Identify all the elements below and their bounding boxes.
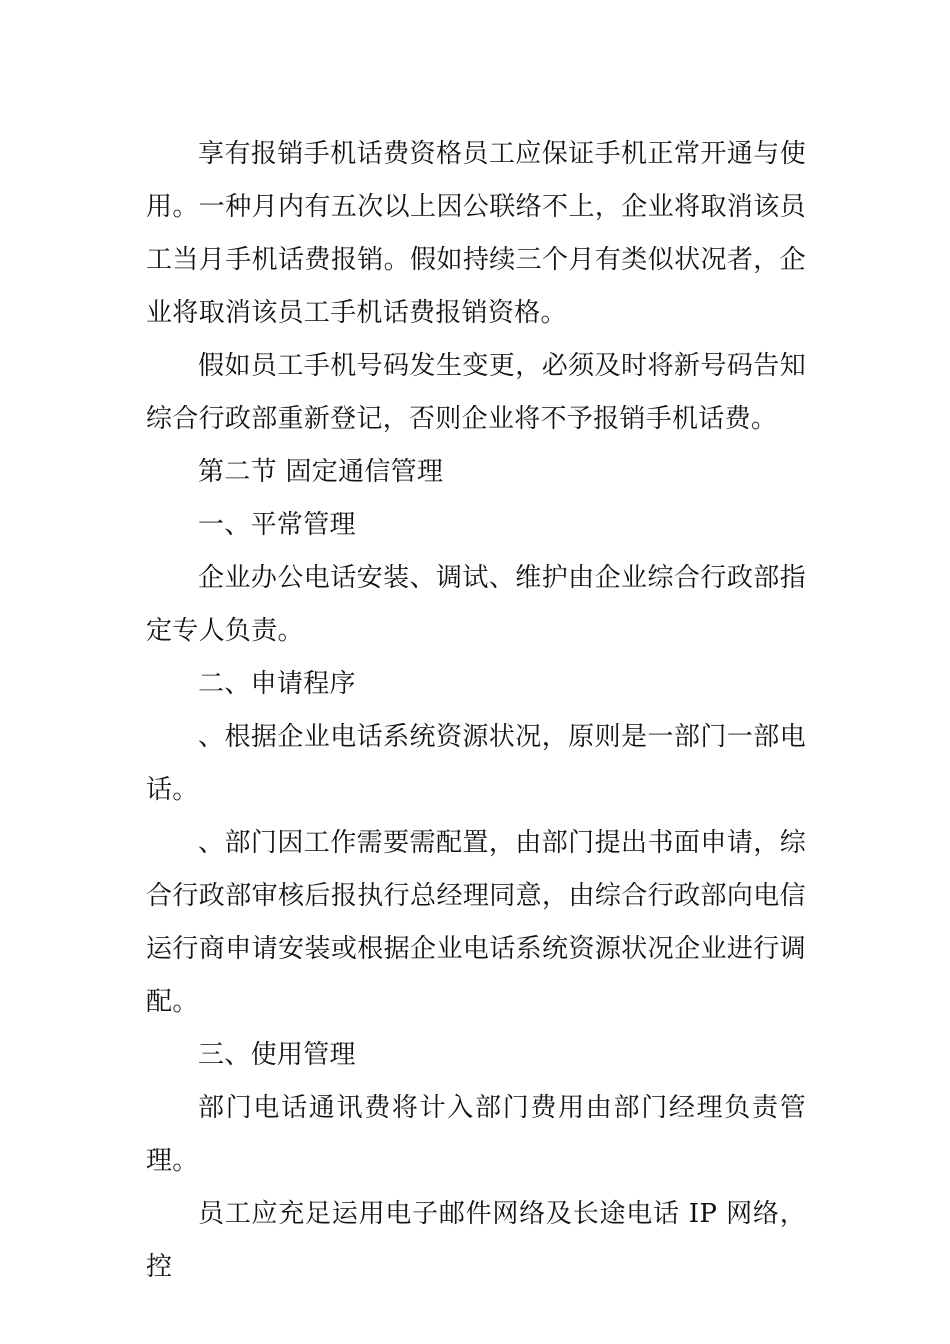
- paragraph-department-request: 、部门因工作需要需配置，由部门提出书面申请，综合行政部审核后报执行总经理同意，由综合行政部向电信运行商申请安装或根据企业电话系统资源状况企业进行调配。: [146, 828, 806, 1017]
- paragraph-one-phone-per-department: 、根据企业电话系统资源状况，原则是一部门一部电话。: [146, 722, 806, 805]
- section-title-fixed-communication: 第二节 固定通信管理: [198, 457, 444, 487]
- paragraph-department-fees: 部门电话通讯费将计入部门费用由部门经理负责管理。: [146, 1093, 806, 1176]
- subheading-daily-management: 一、平常管理: [198, 510, 356, 540]
- paragraph-email-ip-network: 员工应充足运用电子邮件网络及长途电话 IP 网络，控: [146, 1199, 806, 1282]
- subheading-application-procedure: 二、申请程序: [198, 669, 356, 699]
- subheading-usage-management: 三、使用管理: [198, 1040, 356, 1070]
- paragraph-phone-eligibility: 享有报销手机话费资格员工应保证手机正常开通与使用。一种月内有五次以上因公联络不上，企业将取消该员工当月手机话费报销。假如持续三个月有类似状况者，企业将取消该员工手机话费报销资格。: [146, 139, 806, 328]
- paragraph-installation: 企业办公电话安装、调试、维护由企业综合行政部指定专人负责。: [146, 563, 806, 646]
- paragraph-number-change: 假如员工手机号码发生变更，必须及时将新号码告知综合行政部重新登记，否则企业将不予报销手机话费。: [146, 351, 806, 434]
- document-body: [146, 128, 806, 1294]
